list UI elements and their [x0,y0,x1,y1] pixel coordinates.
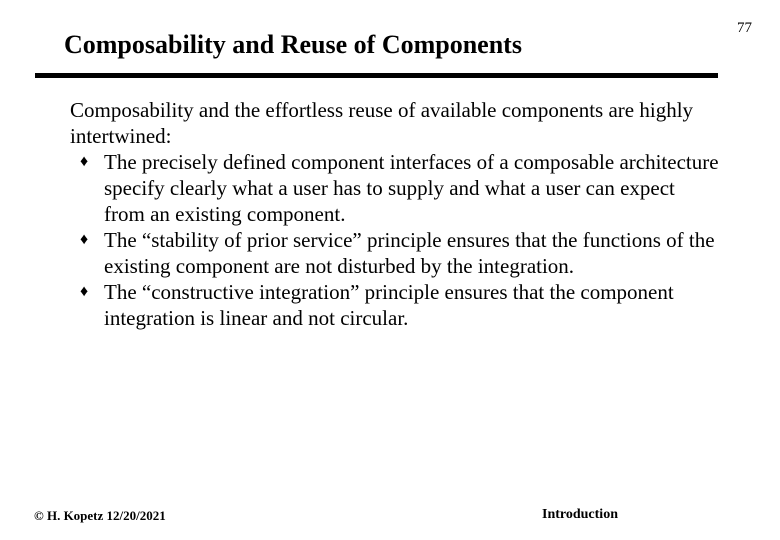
bullet-text: The precisely defined component interfaces of a composable architecture specify clearly what a user has to supply and what a user can expect from an existing component. [104,150,719,226]
slide-title: Composability and Reuse of Components [64,30,522,59]
bullet-item [70,149,720,227]
title-rule [35,73,718,78]
bullet-text: The “constructive integration” principle ensures that the component integration is linear and not circular. [104,280,674,330]
diamond-bullet-icon: ♦ [80,231,89,248]
diamond-bullet-icon: ♦ [80,153,89,170]
slide-body [70,97,720,331]
bullet-text: The “stability of prior service” principle ensures that the functions of the existing component are not disturbed by the integration. [104,228,715,278]
footer-author-date: © H. Kopetz 12/20/2021 [34,508,166,523]
bullet-item [70,227,720,279]
bullet-list [70,149,720,331]
diamond-bullet-icon: ♦ [80,283,89,300]
bullet-item [70,279,720,331]
footer-section: Introduction [542,507,618,522]
intro-text: Composability and the effortless reuse of available components are highly intertwined: [70,98,694,148]
page-number: 77 [737,20,752,36]
